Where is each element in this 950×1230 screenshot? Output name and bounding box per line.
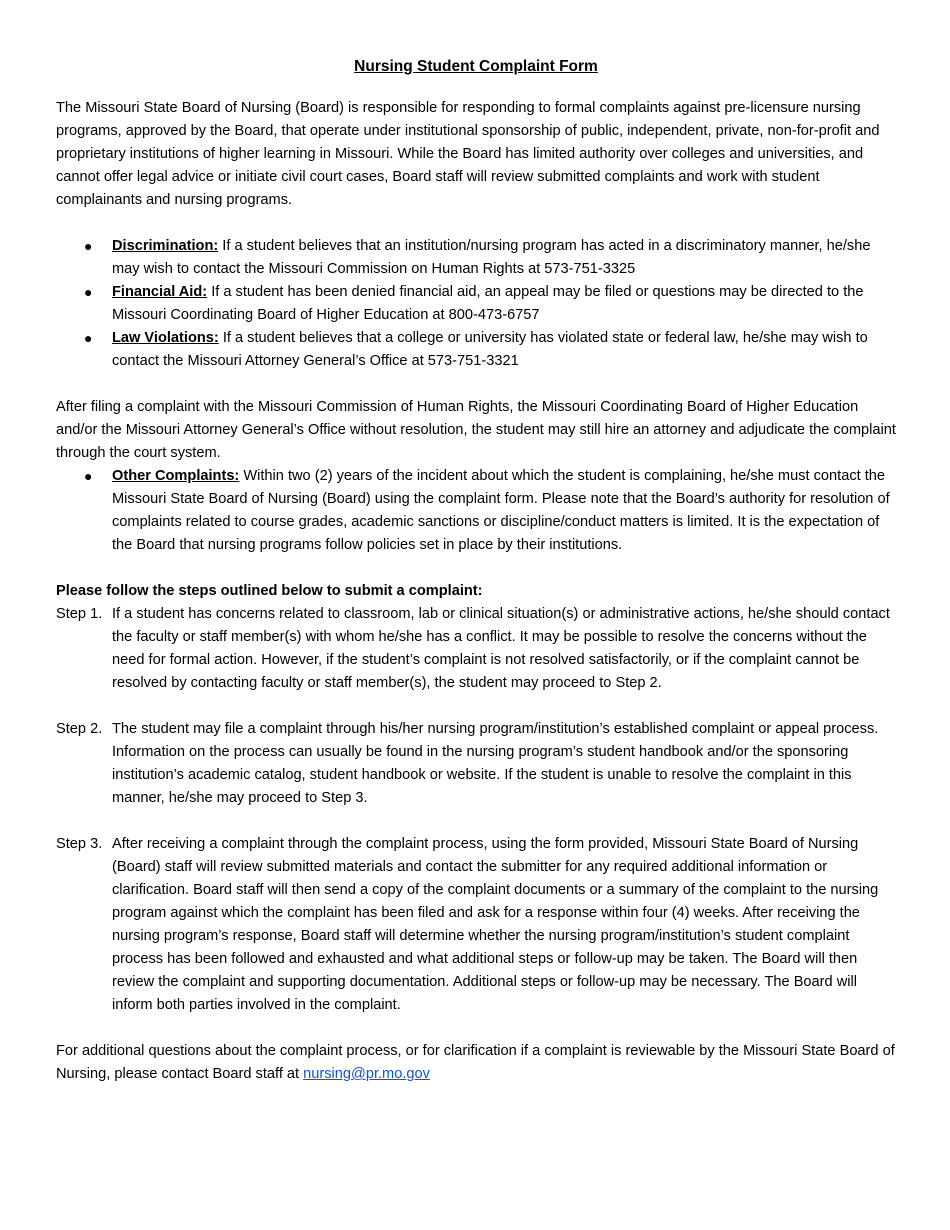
step-label: Step 3.	[56, 836, 103, 852]
step-3	[56, 833, 896, 1017]
spacer	[56, 1017, 896, 1040]
bullet-term: Other Complaints:	[112, 468, 240, 484]
contact-email-link[interactable]: nursing@pr.mo.gov	[303, 1066, 430, 1082]
bullet-text: Within two (2) years of the incident about which the student is complaining, he/she must contact the Missouri State Board of Nursing (Board) using the complaint form. Please note that the Board’s authority for resolution of complaints related to course grades, academic sanctions or discipline/conduct matters is limited. It is the expectation of the Board that nursing programs follow policies set in place by their institutions.	[112, 468, 890, 553]
other-complaints-list	[56, 465, 896, 557]
bullet-text: If a student has been denied financial aid, an appeal may be filed or questions may be directed to the Missouri Coordinating Board of Higher Education at 800-473-6757	[112, 284, 864, 323]
bullet-dot-icon: ●	[84, 284, 93, 300]
bullet-discrimination	[56, 235, 896, 281]
contact-bullet-list	[56, 235, 896, 373]
bullet-term: Discrimination:	[112, 238, 219, 254]
step-text: If a student has concerns related to classroom, lab or clinical situation(s) or administrative actions, he/she should contact the faculty or staff member(s) with whom he/she has a conflict. It may be possible to resolve the concerns without the need for formal action. However, if the student’s complaint is not resolved satisfactorily, or if the complaint cannot be resolved by contacting faculty or staff member(s), the student may proceed to Step 2.	[112, 606, 890, 691]
step-1	[56, 603, 896, 695]
step-text: After receiving a complaint through the complaint process, using the form provided, Missouri State Board of Nursing (Board) staff will review submitted materials and contact the submitter for any required additional information or clarification. Board staff will then send a copy of the complaint documents or a summary of the complaint to the nursing program against which the complaint has been filed and ask for a response within four (4) weeks. After receiving the nursing program’s response, Board staff will determine whether the nursing program/institution’s student complaint process has been followed and exhausted and what additional steps or follow-up may be taken. The Board will then review the complaint and supporting documentation. Additional steps or follow-up may be necessary. The Board will inform both parties involved in the complaint.	[112, 836, 879, 1013]
closing-text: For additional questions about the complaint process, or for clarification if a complaint is reviewable by the Missouri State Board of Nursing, please contact Board staff at	[56, 1043, 895, 1082]
spacer	[56, 695, 896, 718]
spacer	[56, 373, 896, 396]
spacer	[56, 810, 896, 833]
step-label: Step 2.	[56, 721, 103, 737]
step-text: The student may file a complaint through his/her nursing program/institution’s established complaint or appeal process. Information on the process can usually be found in the nursing program’s student handbook and/or the sponsoring institution’s academic catalog, student handbook or website. If the student is unable to resolve the complaint in this manner, he/she may proceed to Step 3.	[112, 721, 879, 806]
bullet-term: Law Violations:	[112, 330, 219, 346]
step-2	[56, 718, 896, 810]
after-filing-paragraph: After filing a complaint with the Missouri Commission of Human Rights, the Missouri Coordinating Board of Higher Education and/or the Missouri Attorney General’s Office without resolution, the student may still hire an attorney and adjudicate the complaint through the court system.	[56, 399, 896, 461]
bullet-other-complaints	[56, 465, 896, 557]
bullet-financial-aid	[56, 281, 896, 327]
bullet-dot-icon: ●	[84, 238, 93, 254]
bullet-text: If a student believes that an institution/nursing program has acted in a discriminatory manner, he/she may wish to contact the Missouri Commission on Human Rights at 573-751-3325	[112, 238, 871, 277]
step-label: Step 1.	[56, 606, 103, 622]
intro-paragraph: The Missouri State Board of Nursing (Board) is responsible for responding to formal complaints against pre-licensure nursing programs, approved by the Board, that operate under institutional sponsorship of public, independent, private, non-for-profit and proprietary institutions of higher learning in Missouri. While the Board has limited authority over colleges and universities, and cannot offer legal advice or initiate civil court cases, Board staff will review submitted complaints and work with student complainants and nursing programs.	[56, 100, 880, 208]
document-page	[56, 54, 896, 1086]
spacer	[56, 557, 896, 580]
bullet-dot-icon: ●	[84, 330, 93, 346]
steps-heading: Please follow the steps outlined below to submit a complaint:	[56, 583, 483, 599]
bullet-law-violations	[56, 327, 896, 373]
bullet-term: Financial Aid:	[112, 284, 208, 300]
page-title: Nursing Student Complaint Form	[354, 58, 598, 75]
bullet-text: If a student believes that a college or university has violated state or federal law, he/she may wish to contact the Missouri Attorney General’s Office at 573-751-3321	[112, 330, 868, 369]
bullet-dot-icon: ●	[84, 468, 93, 484]
closing-paragraph	[56, 1040, 896, 1086]
